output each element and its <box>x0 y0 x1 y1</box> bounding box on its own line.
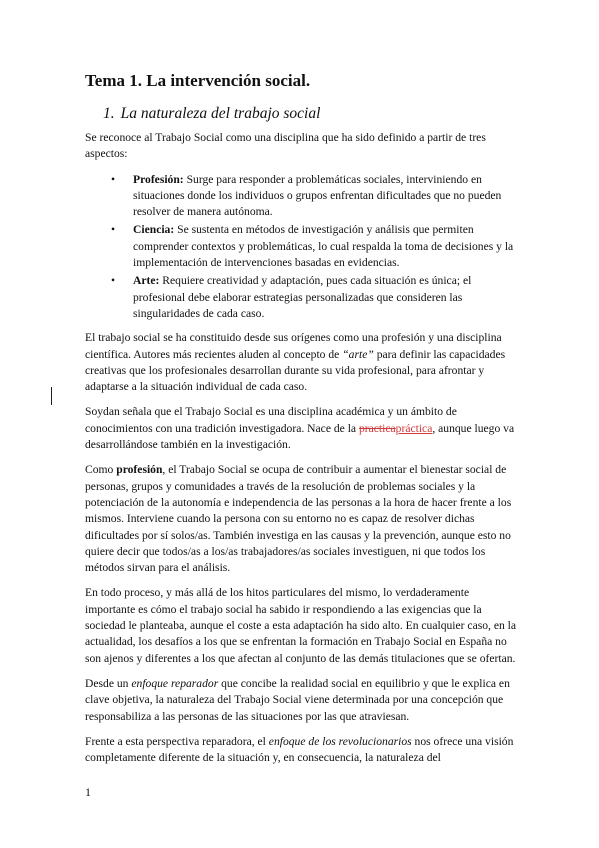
bullet-icon: • <box>111 274 116 288</box>
paragraph-proceso: En todo proceso, y más allá de los hitos particulares del mismo, lo verdaderamente importante es cómo el trabajo social ha sabido ir respondiendo a las exigencias que la sociedad le planteaba, aunque el coste a esta adaptación ha sido alto. En cualquier caso, en la actualidad, los desafíos a los que se enfrentan la formación en Trabajo Social en España no son ajenos y diferentes a los que afectan al conjunto de las demás titulaciones que se ofertan. <box>85 586 517 665</box>
section-number: 1. <box>103 105 115 122</box>
list-item-text: Se sustenta en métodos de investigación y análisis que permiten comprender contextos y problemáticas, lo cual respalda la toma de decisiones y la implementación de intervenciones basadas en evidencias. <box>133 223 514 270</box>
list-item-ciencia <box>111 222 517 271</box>
section-heading <box>103 104 517 124</box>
document-title: Tema 1. La intervención social. <box>85 71 311 90</box>
strong-profesion: profesión <box>116 463 163 477</box>
paragraph-soydan <box>85 404 517 453</box>
emphasis-arte: “arte” <box>342 347 374 361</box>
paragraph-text: Desde un <box>85 676 132 690</box>
paragraph-text: Como <box>85 463 117 477</box>
paragraph-profesion <box>85 462 517 576</box>
paragraph-text: que concibe la realidad social en equilibrio y que le explica en clave objetiva, la naturaleza del Trabajo Social viene determinada por una concepción que responsabiliza a las personas de las situaciones por las que atraviesan. <box>85 676 510 723</box>
emphasis-revolucionarios: enfoque de los revolucionarios <box>268 734 412 748</box>
paragraph-enfoque-reparador <box>85 676 517 725</box>
document-body[interactable] <box>85 70 517 775</box>
section-title: La naturaleza del trabajo social <box>120 105 321 122</box>
list-item-term: Ciencia: <box>133 223 175 237</box>
paragraph-enfoque-revolucionarios <box>85 734 517 767</box>
paragraph-text: Soydan señala que el Trabajo Social es una disciplina académica y un ámbito de conocimientos con una tradición investigadora. Nace de la <box>85 405 457 435</box>
tracked-insertion[interactable]: práctica <box>395 421 433 435</box>
intro-paragraph: Se reconoce al Trabajo Social como una disciplina que ha sido definido a partir de tres aspectos: <box>85 131 486 161</box>
paragraph-text: , el Trabajo Social se ocupa de contribuir a aumentar el bienestar social de personas, grupos y comunidades a través de la resolución de problemas sociales y la potenciación de la autonomía e independencia de las personas a la hora de hacer frente a los mismos. Interviene cuando la persona con su entorno no es capaz de resolver dichas dificultades por sí solos/as. También investiga en las causas y la prevención, aunque esto no quiere decir que todos/as a los/as trabajadores/as sociales investiguen, ni que todos los métodos sirvan para el análisis. <box>85 463 512 575</box>
paragraph-text: El trabajo social se ha constituido desde sus orígenes como una profesión y una disciplina científica. Autores más recientes aluden al concepto de <box>85 331 502 361</box>
paragraph-origins <box>85 330 517 395</box>
emphasis-enfoque-reparador: enfoque reparador <box>131 676 219 690</box>
bullet-icon: • <box>111 172 116 186</box>
paragraph-text: , aunque luego va desarrollándose también en la investigación. <box>85 421 515 452</box>
paragraph-text: para definir las capacidades creativas que los profesionales desarrollan durante su vida profesional, para afrontar y adaptarse a la situación individual de cada caso. <box>85 347 506 394</box>
list-item-term: Profesión: <box>133 172 184 186</box>
aspects-list <box>85 172 517 323</box>
list-item-text: Requiere creatividad y adaptación, pues cada situación es única; el profesional debe elaborar estrategias personalizadas que consideren las singularidades de cada caso. <box>133 274 472 320</box>
bullet-icon: • <box>111 223 116 237</box>
list-item-profesion <box>111 172 517 221</box>
paragraph-text: Frente a esta perspectiva reparadora, el <box>85 734 269 748</box>
tracked-deletion[interactable]: practica <box>358 421 396 435</box>
text-cursor <box>51 387 52 405</box>
list-item-arte <box>111 273 517 322</box>
list-item-text: Surge para responder a problemáticas sociales, interviniendo en situaciones donde los individuos o grupos enfrentan dificultades que no pueden resolver de manera autónoma. <box>133 172 502 219</box>
list-item-term: Arte: <box>133 274 160 288</box>
page-number: 1 <box>85 785 91 799</box>
paragraph-text: nos ofrece una visión completamente diferente de la situación y, en consecuencia, la naturaleza del <box>85 734 514 765</box>
